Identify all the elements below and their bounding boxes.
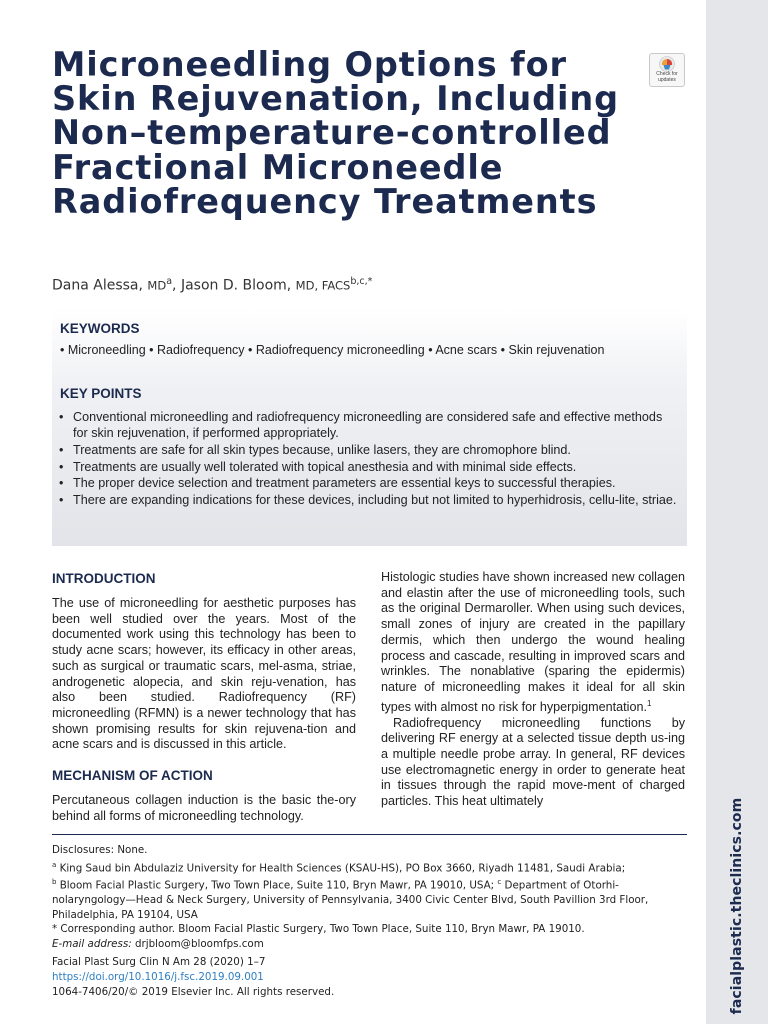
affiliation-mark: a [52, 860, 57, 869]
corresponding-mark: * [367, 276, 373, 287]
email-label: E-mail address: [52, 937, 132, 950]
keywords-list: • Microneedling • Radiofrequency • Radiofrequency microneedling • Acne scars • Skin rejuvenation [60, 343, 605, 357]
affiliation-c: Department of Otorhi-nolaryngology—Head & Neck Surgery, University of Pennsylvania, 3400 Civic Center Blvd, South Pavillion 3rd Floor, Philadelphia, PA 19104, USA [52, 879, 649, 921]
key-point-item: • Treatments are safe for all skin types because, unlike lasers, they are chromophore blind. [58, 442, 678, 458]
author-name: Jason D. Bloom, [180, 277, 296, 294]
affiliation-mark: a [166, 276, 173, 287]
author-name: Dana Alessa, [52, 277, 148, 294]
affiliation-b: Bloom Facial Plastic Surgery, Two Town Place, Suite 110, Bryn Mawr, PA 19010, USA; [56, 879, 495, 892]
badge-label-line1: Check for [656, 71, 678, 77]
crossmark-icon [659, 56, 675, 72]
footnotes [52, 843, 692, 951]
article-title: Microneedling Options for Skin Rejuvenation, Including Non–temperature-controlled Fractional Microneedle Radiofrequency Treatments [52, 45, 620, 221]
histology-paragraph [381, 570, 685, 716]
badge-label-line2: updates [658, 76, 676, 83]
introduction-paragraph: The use of microneedling for aesthetic purposes has been well studied over the years. Most of the documented work using this technology has been to study acne scars; however, its efficacy in other areas, such as surgical or traumatic scars, mel-asma, striae, androgenetic alopecia, and skin reju-venation, has also been studied. Radiofrequency (RF) microneedling (RFMN) is a newer technology that has shown promising results for skin rejuvena-tion and acne scars and is discussed in this article. [52, 596, 356, 752]
author-degree: MD, FACS [295, 278, 351, 293]
affiliation-mark: b,c, [350, 276, 368, 287]
journal-citation: Facial Plast Surg Clin N Am 28 (2020) 1–7 [52, 956, 266, 968]
histology-text: Histologic studies have shown increased new collagen and elastin after the use of microneedling tools, such as the original Dermaroller. When using such devices, small zones of injury are created in the papillary dermis, which then undergo the wound healing process and cascade, resulting in improved scars and wrinkles. The nonablative (sparing the epidermis) nature of microneedling makes it ideal for all skin types with almost no risk for hyperpigmentation. [381, 570, 685, 714]
right-column [381, 570, 685, 810]
left-column [52, 570, 356, 824]
keywords-heading: KEYWORDS [60, 321, 140, 336]
author-separator: , [172, 277, 181, 294]
mechanism-paragraph: Percutaneous collagen induction is the basic the-ory behind all forms of microneedling technology. [52, 793, 356, 823]
journal-url[interactable]: facialplastic.theclinics.com [729, 797, 745, 1015]
affiliation-mark: c [497, 878, 502, 887]
key-point-item: • There are expanding indications for these devices, including but not limited to hyperhidrosis, cellu-lite, striae. [58, 492, 678, 508]
affiliations [52, 858, 692, 923]
reference-link[interactable]: 1 [647, 698, 652, 708]
disclosures: Disclosures: None. [52, 844, 148, 856]
mechanism-heading: MECHANISM OF ACTION [52, 768, 213, 784]
email-line [52, 937, 692, 952]
key-point-item: • Conventional microneedling and radiofrequency microneedling are considered safe and effective methods for skin rejuvenation, if performed appropriately. [58, 409, 678, 441]
email-address[interactable]: drjbloom@bloomfps.com [131, 937, 264, 950]
affiliation-a: King Saud bin Abdulaziz University for Health Sciences (KSAU-HS), PO Box 3660, Riyadh 11481, Saudi Arabia; [56, 861, 626, 874]
key-point-item: • The proper device selection and treatment parameters are essential keys to successful therapies. [58, 475, 678, 491]
check-for-updates-badge[interactable] [649, 53, 685, 87]
author-line [52, 276, 372, 294]
key-points-list [58, 409, 678, 509]
corresponding-author: * Corresponding author. Bloom Facial Plastic Surgery, Two Town Place, Suite 110, Bryn Mawr, PA 19010. [52, 923, 585, 936]
affiliation-mark: b [52, 878, 57, 887]
citation-block [52, 955, 334, 999]
footnote-divider [52, 834, 687, 835]
rf-microneedling-paragraph: Radiofrequency microneedling functions by delivering RF energy at a selected tissue depth us-ing a multiple needle probe array. In general, RF devices use electromagnetic energy in order to generate heat in tissues through the rapid move-ment of charged particles. This heat ultimately [381, 715, 685, 809]
key-point-item: • Treatments are usually well tolerated with topical anesthesia and with minimal side effects. [58, 459, 678, 475]
introduction-heading: INTRODUCTION [52, 571, 156, 586]
author-degree: MD [147, 278, 167, 293]
doi-link[interactable]: https://doi.org/10.1016/j.fsc.2019.09.001 [52, 970, 264, 983]
key-points-heading: KEY POINTS [60, 386, 142, 401]
copyright: 1064-7406/20/© 2019 Elsevier Inc. All rights reserved. [52, 985, 335, 998]
